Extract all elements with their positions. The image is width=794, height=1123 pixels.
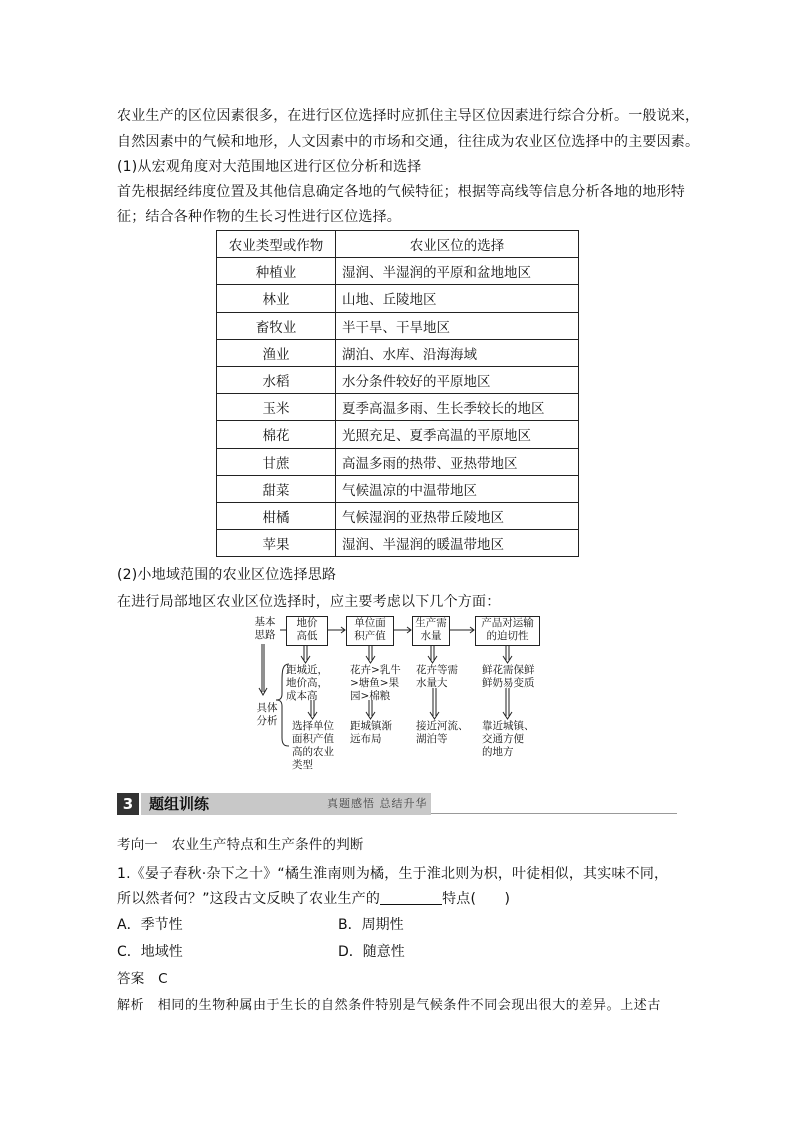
answer-line: 答案 C <box>117 971 168 987</box>
option-c: C．地域性 <box>117 944 183 960</box>
table-row <box>217 366 579 393</box>
row-type: 甘蔗 <box>217 448 336 475</box>
row-place: 高温多雨的热带、亚热带地区 <box>336 448 579 475</box>
table-row <box>217 421 579 448</box>
heading-macro: (1)从宏观角度对大范围地区进行区位分析和选择 <box>117 159 422 175</box>
row-place: 气候湿润的亚热带丘陵地区 <box>336 502 579 529</box>
section-title-text: 题组训练 <box>149 795 210 813</box>
row-place: 湿润、半湿润的暖温带地区 <box>336 530 579 557</box>
row-type: 畜牧业 <box>217 312 336 339</box>
heading-local: (2)小地域范围的农业区位选择思路 <box>117 567 337 583</box>
option-b: B．周期性 <box>338 917 404 933</box>
question-1-tail: 特点( ) <box>442 891 511 907</box>
section-subtitle: 真题感悟 总结升华 <box>327 797 428 810</box>
section-number: 3 <box>117 793 139 815</box>
question-1-stem: 所以然者何？”这段古文反映了农业生产的 <box>117 891 381 907</box>
row-place: 湿润、半湿润的平原和盆地地区 <box>336 258 579 285</box>
section-divider <box>431 813 677 814</box>
row-type: 水稻 <box>217 366 336 393</box>
row-place: 夏季高温多雨、生长季较长的地区 <box>336 394 579 421</box>
row-place: 山地、丘陵地区 <box>336 285 579 312</box>
flow-box-land-price: 地价 高低 <box>286 616 328 646</box>
row-place: 光照充足、夏季高温的平原地区 <box>336 421 579 448</box>
flow-result-transport: 靠近城镇、 交通方便 的地方 <box>482 720 535 758</box>
flow-result-land-price: 选择单位 面积产值 高的农业 类型 <box>292 720 334 771</box>
row-place: 半干旱、干旱地区 <box>336 312 579 339</box>
location-table <box>216 230 579 557</box>
row-type: 柑橘 <box>217 502 336 529</box>
row-type: 苹果 <box>217 530 336 557</box>
row-type: 林业 <box>217 285 336 312</box>
table-row <box>217 394 579 421</box>
macro-para-2: 征；结合各种作物的生长习性进行区位选择。 <box>117 209 401 225</box>
flow-detail-transport: 鲜花需保鲜 鲜奶易变质 <box>482 664 535 689</box>
row-type: 甜菜 <box>217 475 336 502</box>
exam-direction: 考向一 农业生产特点和生产条件的判断 <box>117 837 364 853</box>
intro-line-1: 农业生产的区位因素很多，在进行区位选择时应抓住主导区位因素进行综合分析。一般说来， <box>117 108 700 124</box>
flow-detail-water-need: 花卉等需 水量大 <box>416 664 458 689</box>
table-header-location: 农业区位的选择 <box>336 231 579 258</box>
table-header-type: 农业类型或作物 <box>217 231 336 258</box>
intro-line-2: 自然因素中的气候和地形，人文因素中的市场和交通，往往成为农业区位选择中的主要因素。 <box>117 134 700 150</box>
table-row <box>217 339 579 366</box>
table-row <box>217 475 579 502</box>
flow-basic-label: 基本 思路 <box>254 616 276 641</box>
macro-para-1: 首先根据经纬度位置及其他信息确定各地的气候特征；根据等高线等信息分析各地的地形特 <box>117 184 685 200</box>
table-row <box>217 530 579 557</box>
question-1-line-1: 1.《晏子春秋·杂下之十》“橘生淮南则为橘，生于淮北则为枳，叶徒相似，其实味不同， <box>117 866 669 882</box>
question-1-line-2 <box>117 889 510 909</box>
table-row <box>217 312 579 339</box>
flow-result-unit-output: 距城镇渐 远布局 <box>350 720 392 745</box>
table-row <box>217 448 579 475</box>
section-header <box>117 793 677 815</box>
flow-detail-unit-output: 花卉>乳牛 >塘鱼>果 园>棉粮 <box>350 664 401 702</box>
row-place: 湖泊、水库、沿海海域 <box>336 339 579 366</box>
flow-specific-label: 具体 分析 <box>256 702 278 727</box>
option-d: D．随意性 <box>338 944 405 960</box>
table-row <box>217 285 579 312</box>
flow-result-water-need: 接近河流、 湖泊等 <box>416 720 469 745</box>
row-type: 玉米 <box>217 394 336 421</box>
analysis-line: 解析 相同的生物种属由于生长的自然条件特别是气候条件不同会现出很大的差异。上述古 <box>117 998 662 1013</box>
row-place: 气候温凉的中温带地区 <box>336 475 579 502</box>
row-type: 渔业 <box>217 339 336 366</box>
row-type: 种植业 <box>217 258 336 285</box>
table-row <box>217 502 579 529</box>
flow-box-unit-output: 单位面 积产值 <box>346 616 394 646</box>
flow-box-water-need: 生产需 水量 <box>412 616 450 646</box>
flow-box-transport-urgency: 产品对运输 的迫切性 <box>475 616 540 646</box>
answer-blank <box>380 890 442 905</box>
flow-detail-land-price: 距城近， 地价高， 成本高 <box>286 664 328 702</box>
option-a: A．季节性 <box>117 917 183 933</box>
table-row <box>217 258 579 285</box>
local-para: 在进行局部地区农业区位选择时，应主要考虑以下几个方面： <box>117 594 501 610</box>
row-place: 水分条件较好的平原地区 <box>336 366 579 393</box>
row-type: 棉花 <box>217 421 336 448</box>
